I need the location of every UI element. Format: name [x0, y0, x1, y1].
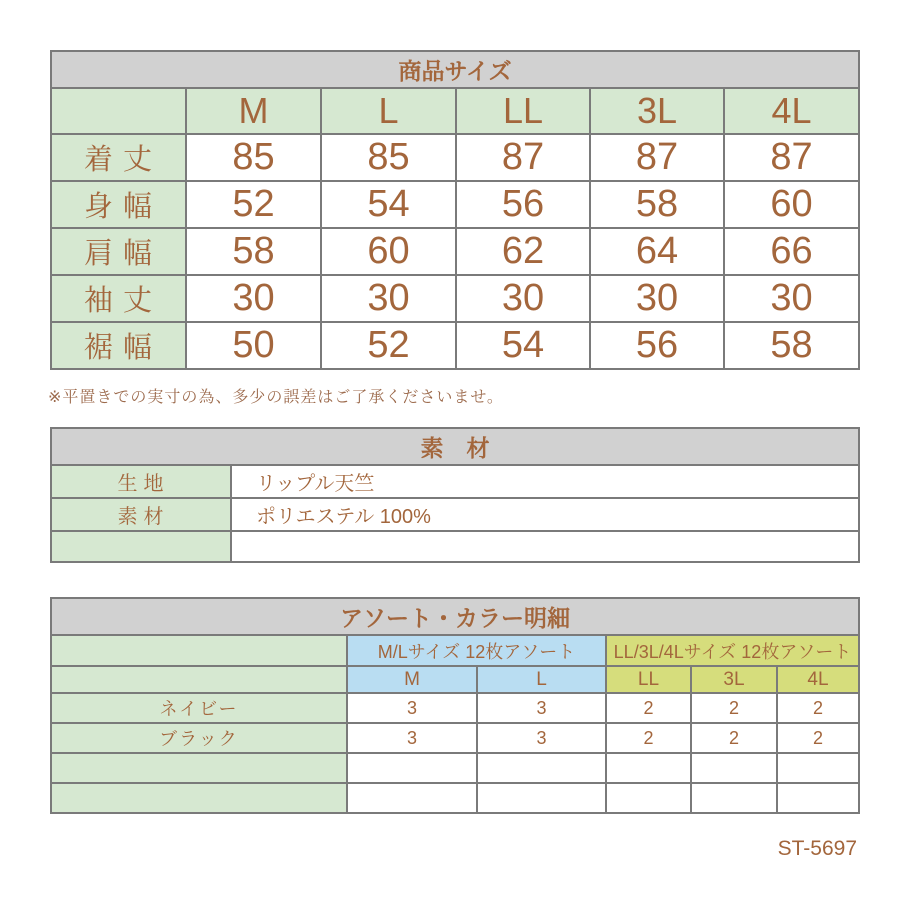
table-row — [51, 51, 859, 88]
size-value: 85 — [321, 134, 456, 181]
column-header-3l: 3L — [590, 88, 724, 134]
material-value-empty — [231, 531, 859, 562]
assort-table-title: アソート・カラー明細 — [51, 598, 859, 635]
size-value: 60 — [321, 228, 456, 275]
size-value: 30 — [590, 275, 724, 322]
size-value: 52 — [321, 322, 456, 369]
material-row-label-material: 素材 — [51, 498, 231, 531]
assort-count-empty — [606, 753, 691, 783]
table-row — [51, 598, 859, 635]
row-label-shoulder-width: 肩幅 — [51, 228, 186, 275]
size-value: 66 — [724, 228, 859, 275]
size-value: 87 — [456, 134, 590, 181]
size-value: 52 — [186, 181, 321, 228]
table-row — [51, 635, 859, 666]
color-row-label-empty — [51, 783, 347, 813]
table-row — [51, 88, 859, 134]
size-value: 87 — [590, 134, 724, 181]
color-row-label-empty — [51, 753, 347, 783]
assort-count: 2 — [777, 723, 859, 753]
assort-count-empty — [347, 753, 477, 783]
table-row — [51, 134, 859, 181]
assort-size-3l: 3L — [691, 666, 777, 693]
material-table — [50, 427, 860, 563]
assort-count: 2 — [691, 723, 777, 753]
size-table-title: 商品サイズ — [51, 51, 859, 88]
table-row — [51, 275, 859, 322]
product-code: ST-5697 — [777, 837, 857, 860]
assort-count-empty — [777, 753, 859, 783]
group-header-ml: M/Lサイズ 12枚アソート — [347, 635, 606, 666]
assort-size-m: M — [347, 666, 477, 693]
column-header-l: L — [321, 88, 456, 134]
assort-count-empty — [477, 753, 606, 783]
table-row — [51, 753, 859, 783]
table-row — [51, 428, 859, 465]
assort-count-empty — [691, 753, 777, 783]
table-row — [51, 693, 859, 723]
table-row — [51, 228, 859, 275]
assort-count: 3 — [477, 693, 606, 723]
assort-size-ll: LL — [606, 666, 691, 693]
color-row-label-black: ブラック — [51, 723, 347, 753]
assort-count: 2 — [691, 693, 777, 723]
size-value: 64 — [590, 228, 724, 275]
row-label-sleeve-length: 袖丈 — [51, 275, 186, 322]
assort-count-empty — [691, 783, 777, 813]
assort-count: 2 — [777, 693, 859, 723]
group-header-ll3l4l: LL/3L/4Lサイズ 12枚アソート — [606, 635, 859, 666]
row-label-body-width: 身幅 — [51, 181, 186, 228]
size-value: 87 — [724, 134, 859, 181]
size-value: 58 — [724, 322, 859, 369]
size-value: 54 — [321, 181, 456, 228]
corner-cell — [51, 635, 347, 666]
assort-count: 3 — [477, 723, 606, 753]
table-row — [51, 531, 859, 562]
size-value: 30 — [186, 275, 321, 322]
measurement-disclaimer-note: ※平置きでの実寸の為、多少の誤差はご了承くださいませ。 — [48, 389, 504, 406]
row-label-length: 着丈 — [51, 134, 186, 181]
column-header-ll: LL — [456, 88, 590, 134]
assort-count-empty — [347, 783, 477, 813]
table-row — [51, 783, 859, 813]
size-value: 58 — [590, 181, 724, 228]
table-row — [51, 181, 859, 228]
material-table-title: 素 材 — [51, 428, 859, 465]
assort-count: 2 — [606, 693, 691, 723]
size-value: 30 — [724, 275, 859, 322]
material-row-label-empty — [51, 531, 231, 562]
size-value: 60 — [724, 181, 859, 228]
table-row — [51, 465, 859, 498]
material-row-label-fabric: 生地 — [51, 465, 231, 498]
column-header-m: M — [186, 88, 321, 134]
size-value: 58 — [186, 228, 321, 275]
size-value: 56 — [456, 181, 590, 228]
product-size-table — [50, 50, 860, 370]
size-value: 85 — [186, 134, 321, 181]
column-header-4l: 4L — [724, 88, 859, 134]
assort-color-table — [50, 597, 860, 814]
assort-count: 3 — [347, 693, 477, 723]
size-value: 30 — [456, 275, 590, 322]
size-value: 50 — [186, 322, 321, 369]
assort-count-empty — [477, 783, 606, 813]
table-row — [51, 322, 859, 369]
assort-size-l: L — [477, 666, 606, 693]
assort-count: 2 — [606, 723, 691, 753]
size-value: 56 — [590, 322, 724, 369]
color-row-label-navy: ネイビー — [51, 693, 347, 723]
size-value: 62 — [456, 228, 590, 275]
assort-count: 3 — [347, 723, 477, 753]
assort-size-4l: 4L — [777, 666, 859, 693]
assort-count-empty — [777, 783, 859, 813]
assort-count-empty — [606, 783, 691, 813]
corner-cell — [51, 666, 347, 693]
size-value: 54 — [456, 322, 590, 369]
material-value-fabric: リップル天竺 — [231, 465, 859, 498]
corner-cell — [51, 88, 186, 134]
size-value: 30 — [321, 275, 456, 322]
table-row — [51, 723, 859, 753]
table-row — [51, 498, 859, 531]
row-label-hem-width: 裾幅 — [51, 322, 186, 369]
material-value-material: ポリエステル 100% — [231, 498, 859, 531]
table-row — [51, 666, 859, 693]
